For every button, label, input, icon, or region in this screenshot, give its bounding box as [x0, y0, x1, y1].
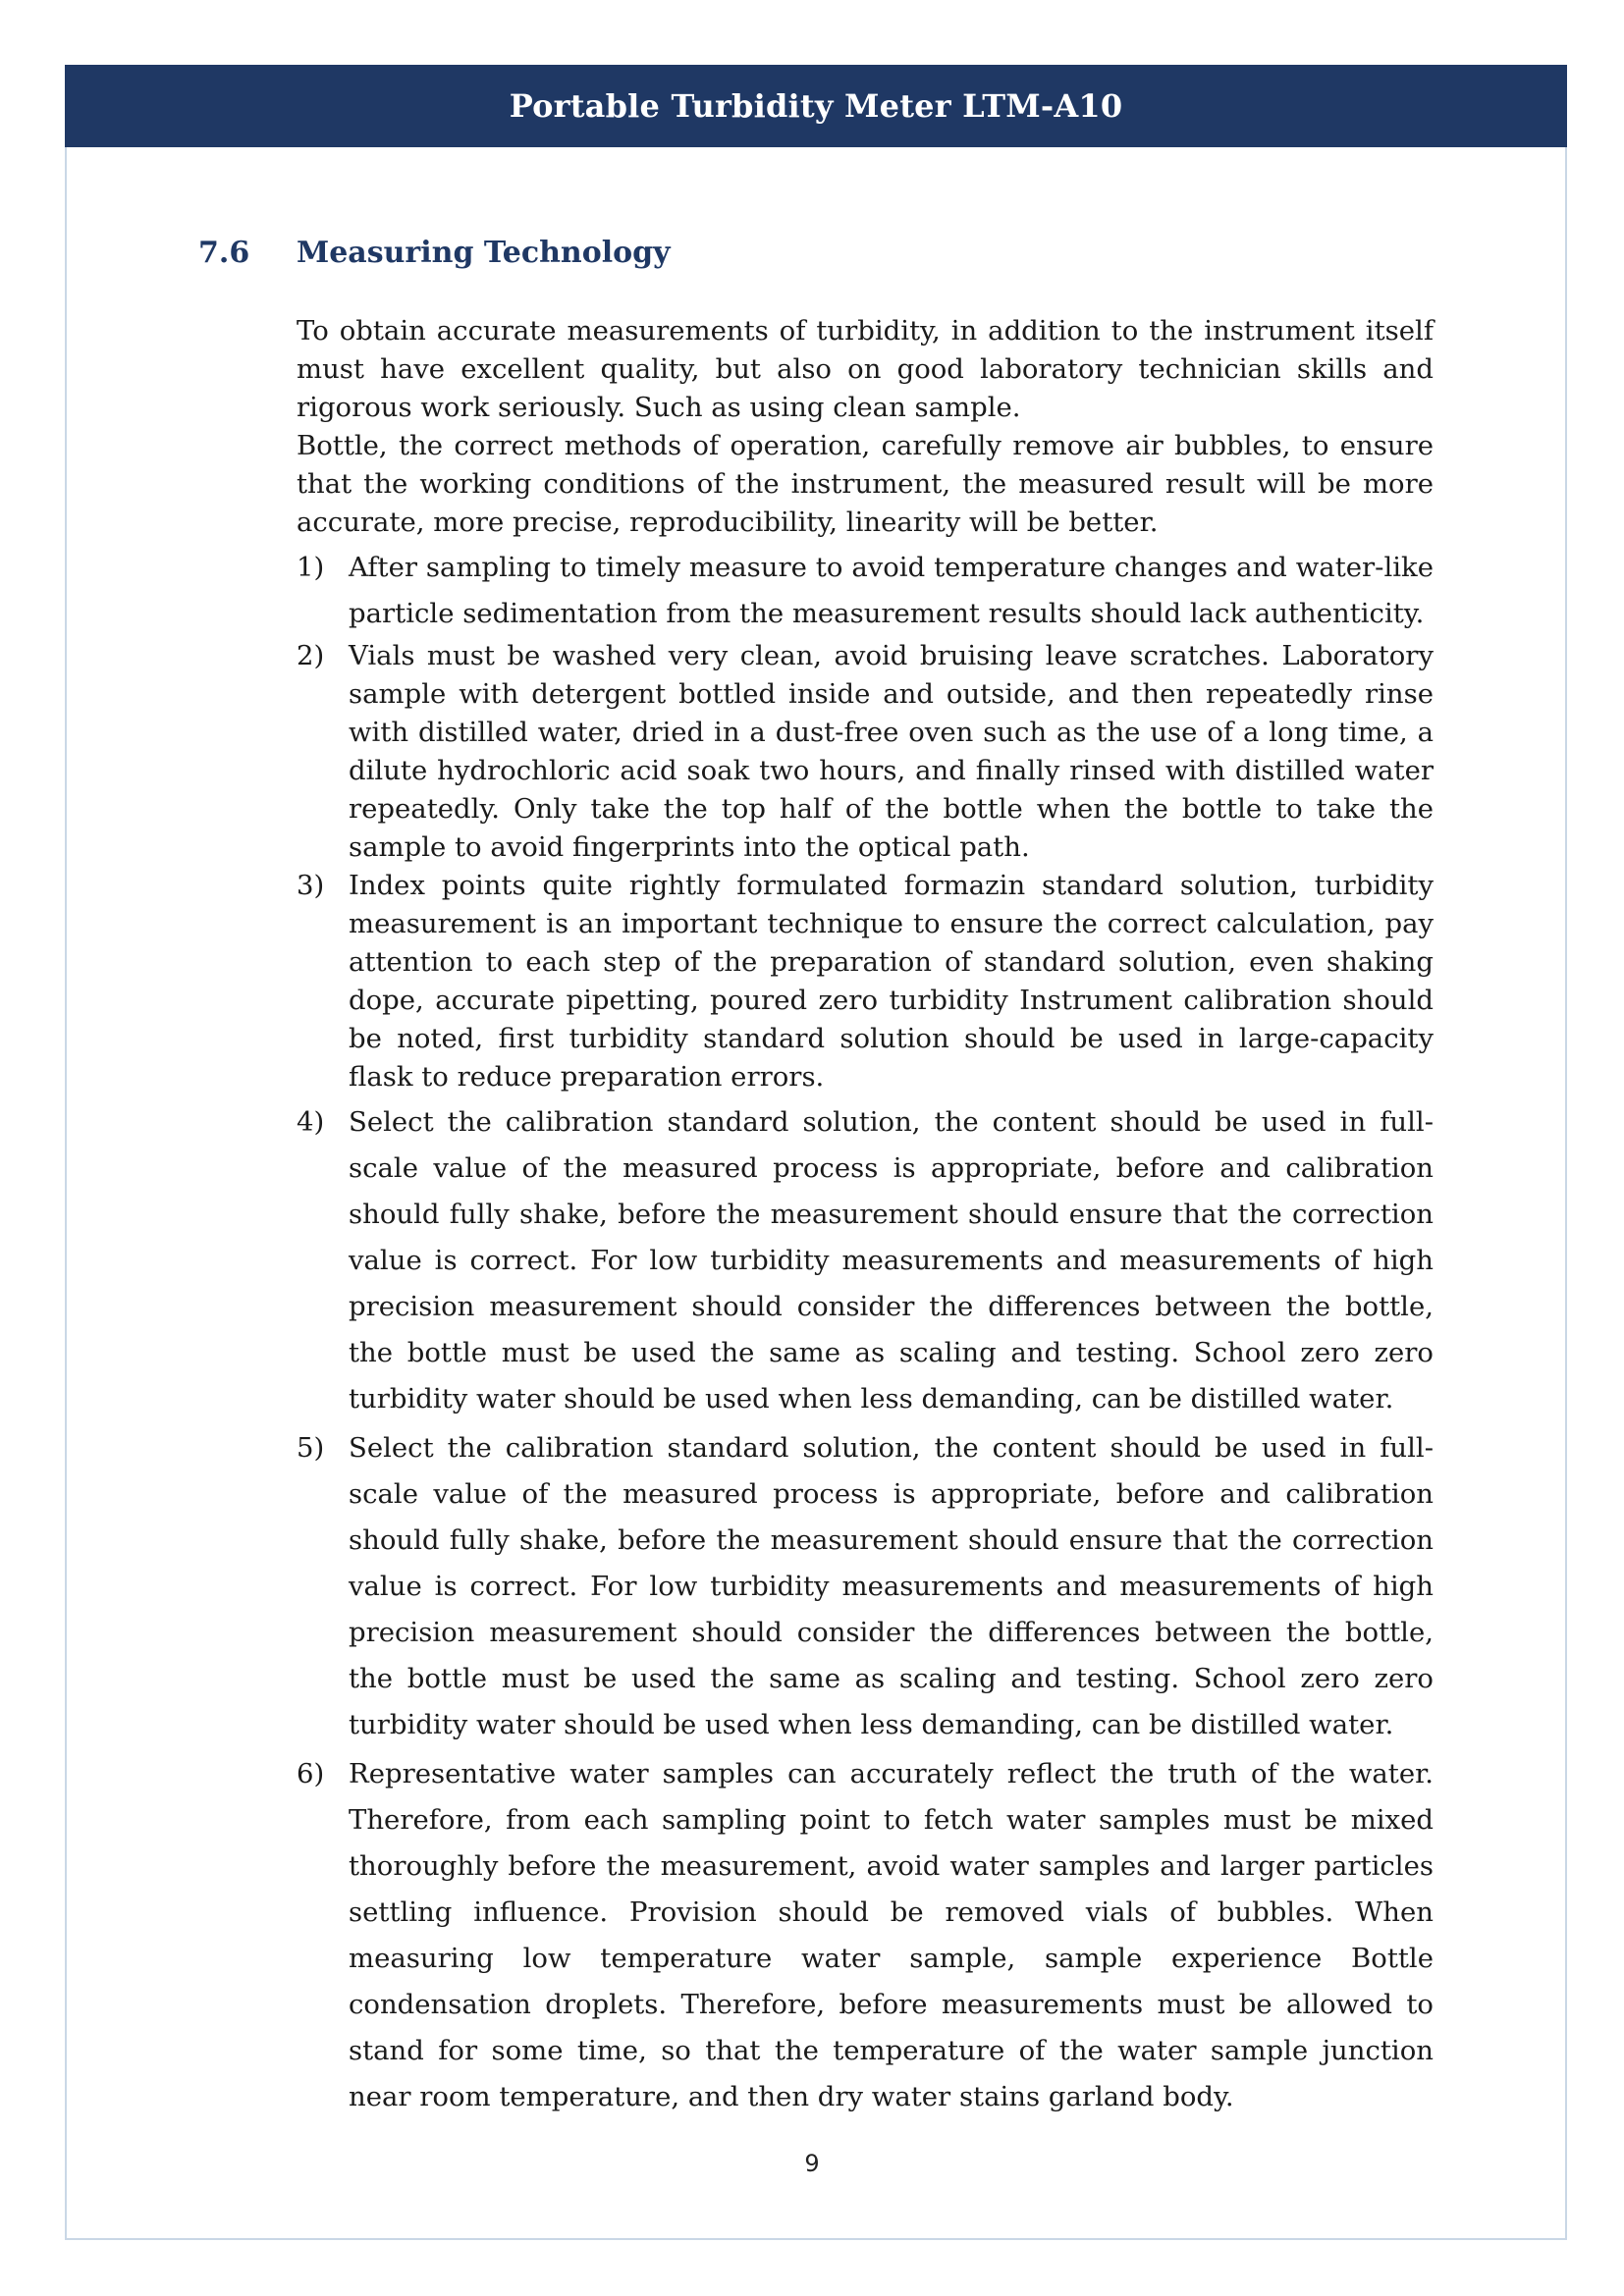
list-item-number: 1): [297, 552, 325, 583]
list-item-number: 2): [297, 640, 325, 671]
intro-paragraph: To obtain accurate measurements of turbidity, in addition to the instrument itself must have excellent quality, but also on good laboratory technician skills and rigorous work seriously. Such as using clean sample.: [297, 315, 1434, 423]
section-body: [297, 312, 1434, 2120]
list-item-text: Select the calibration standard solution, the content should be used in full-scale value of the measured process is appropriate, before and calibration should fully shake, before the measurement should ensure that the correction value is correct. For low turbidity measurements and measurements of high precision measurement should consider the differences between the bottle, the bottle must be used the same as scaling and testing. School zero zero turbidity water should be used when less demanding, can be distilled water.: [349, 1106, 1434, 1415]
section-number: 7.6: [198, 236, 250, 270]
list-item: [297, 545, 1434, 637]
section-title: Measuring Technology: [297, 236, 671, 270]
list-item: [297, 1751, 1434, 2120]
list-item-text: Vials must be washed very clean, avoid bruising leave scratches. Laboratory sample with detergent bottled inside and outside, and then repeatedly rinse with distilled water, dried in a dust-free oven such as the use of a long time, a dilute hydrochloric acid soak two hours, and finally rinsed with distilled water repeatedly. Only take the top half of the bottle when the bottle to take the sample to avoid fingerprints into the optical path.: [349, 640, 1434, 863]
list-item: [297, 867, 1434, 1096]
intro-paragraph: Bottle, the correct methods of operation, carefully remove air bubbles, to ensure that the working conditions of the instrument, the measured result will be more accurate, more precise, reproducibility, linearity will be better.: [297, 430, 1434, 538]
list-item-text: Representative water samples can accurately reflect the truth of the water. Therefore, from each sampling point to fetch water samples must be mixed thoroughly before the measurement, avoid water samples and larger particles settling influence. Provision should be removed vials of bubbles. When measuring low temperature water sample, sample experience Bottle condensation droplets. Therefore, before measurements must be allowed to stand for some time, so that the temperature of the water sample junction near room temperature, and then dry water stains garland body.: [349, 1758, 1434, 2112]
list-item-text: Index points quite rightly formulated formazin standard solution, turbidity measurement is an important technique to ensure the correct calculation, pay attention to each step of the preparation of standard solution, even shaking dope, accurate pipetting, poured zero turbidity Instrument calibration should be noted, first turbidity standard solution should be used in large-capacity flask to reduce preparation errors.: [349, 870, 1434, 1093]
list-item-number: 4): [297, 1106, 325, 1138]
list-item-number: 6): [297, 1758, 325, 1789]
section-heading: [198, 236, 671, 270]
list-item-text: Select the calibration standard solution, the content should be used in full-scale value of the measured process is appropriate, before and calibration should fully shake, before the measurement should ensure that the correction value is correct. For low turbidity measurements and measurements of high precision measurement should consider the differences between the bottle, the bottle must be used the same as scaling and testing. School zero zero turbidity water should be used when less demanding, can be distilled water.: [349, 1432, 1434, 1740]
list-item: [297, 1425, 1434, 1748]
list-item: [297, 637, 1434, 867]
document-title: Portable Turbidity Meter LTM-A10: [509, 87, 1123, 125]
list-item-number: 3): [297, 870, 325, 901]
list-item: [297, 1099, 1434, 1422]
list-item-number: 5): [297, 1432, 325, 1464]
list-item-text: After sampling to timely measure to avoid temperature changes and water-like particle sedimentation from the measurement results should lack authenticity.: [349, 552, 1434, 629]
numbered-list: [297, 545, 1434, 2120]
intro: [297, 312, 1434, 542]
document-header: [65, 65, 1567, 147]
page-number: 9: [804, 2150, 820, 2177]
